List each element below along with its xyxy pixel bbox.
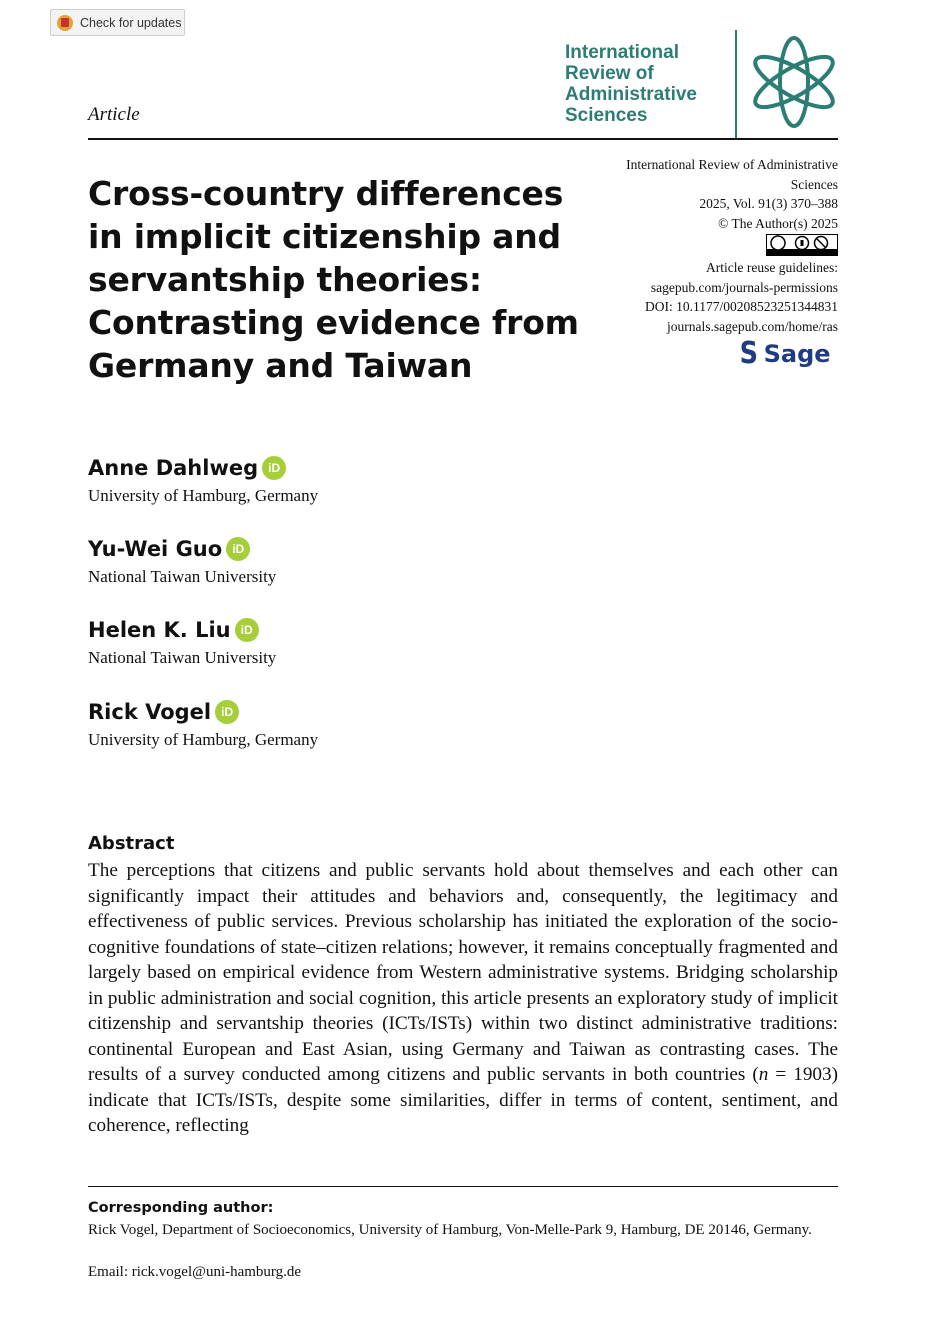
meta-copyright: © The Author(s) 2025 [718, 215, 838, 231]
article-title: Cross-country differences in implicit citizenship and servantship theories: Contrasting evidence from Germany and Taiwan [88, 174, 579, 385]
author-block [88, 618, 276, 668]
abstract-n-symbol: n [758, 1064, 769, 1085]
journal-divider [735, 30, 737, 140]
check-for-updates-button[interactable] [50, 9, 185, 36]
abstract-text-part: indicate that ICTs/ISTs, despite some similarities, differ in terms of content, sentiment, and coherence, reflecting [88, 1089, 838, 1136]
abstract-heading: Abstract [88, 833, 175, 854]
meta-reuse-link[interactable]: sagepub.com/journals-permissions [650, 279, 838, 295]
meta-reuse-label: Article reuse guidelines: [706, 260, 838, 275]
journal-name-line: Administrative [565, 84, 697, 105]
sage-wordmark: Sage [763, 339, 831, 368]
sage-s-icon: S [739, 336, 758, 371]
author-name: Helen K. Liu [88, 618, 231, 642]
sage-logo [738, 336, 831, 371]
journal-name [565, 42, 735, 126]
author-name: Anne Dahlweg [88, 456, 259, 480]
journal-name-line: International [565, 42, 680, 63]
abstract-text [88, 858, 838, 1139]
author-affiliation: University of Hamburg, Germany [88, 730, 319, 749]
author-affiliation: University of Hamburg, Germany [88, 486, 319, 505]
orcid-icon[interactable]: iD [235, 618, 259, 642]
abstract-text-part: The perceptions that citizens and public servants hold about themselves and each other can significantly impact their attitudes and behaviors and, consequently, the legitimacy and effectiveness of public services. Previous scholarship has initiated the exploration of the socio-cognitive foundations of state–citizen relations; however, it remains conceptually fragmented and largely based on empirical evidence from Western administrative systems. Bridging scholarship in public administration and social cognition, this article presents an exploratory study of implicit citizenship and servantship theories (ICTs/ISTs) within two distinct administrative traditions: continental European and East Asian, using Germany and Taiwan as contrasting cases. The results of a survey conducted among citizens and public servants in both countries ( [88, 860, 838, 1085]
journal-atom-logo-icon [748, 28, 840, 133]
meta-doi[interactable]: DOI: 10.1177/00208523251344831 [645, 299, 838, 314]
corresponding-author-heading: Corresponding author: [88, 1200, 274, 1216]
meta-volume: 2025, Vol. 91(3) 370–388 [699, 196, 838, 211]
author-name: Rick Vogel [88, 700, 212, 724]
author-block [88, 537, 276, 587]
journal-name-line: Sciences [565, 105, 648, 126]
author-block [88, 700, 318, 750]
footer-rule [88, 1186, 838, 1187]
meta-journal: International Review of Administrative [626, 157, 838, 172]
crossmark-icon [57, 15, 73, 31]
orcid-icon[interactable]: iD [215, 700, 239, 724]
meta-journal-cont: Sciences [790, 176, 838, 192]
journal-name-line: Review of [565, 63, 654, 84]
article-type-label: Article [88, 104, 140, 125]
corresponding-author-address: Rick Vogel, Department of Socioeconomics, University of Hamburg, Von-Melle-Park 9, Hamburg, DE 20146, Germany. [88, 1222, 812, 1238]
author-block [88, 456, 318, 506]
check-for-updates-label: Check for updates [80, 15, 182, 30]
meta-journal-url[interactable]: journals.sagepub.com/home/ras [667, 318, 838, 334]
author-name: Yu-Wei Guo [88, 537, 223, 561]
article-meta [560, 155, 838, 336]
author-affiliation: National Taiwan University [88, 648, 277, 667]
cc-by-nc-icon[interactable] [766, 234, 838, 256]
header-rule [88, 138, 838, 140]
corresponding-author-email[interactable]: Email: rick.vogel@uni-hamburg.de [88, 1264, 302, 1280]
orcid-icon[interactable]: iD [262, 456, 286, 480]
orcid-icon[interactable]: iD [226, 537, 250, 561]
abstract-n-value: = 1903) [768, 1064, 838, 1085]
author-affiliation: National Taiwan University [88, 567, 277, 586]
